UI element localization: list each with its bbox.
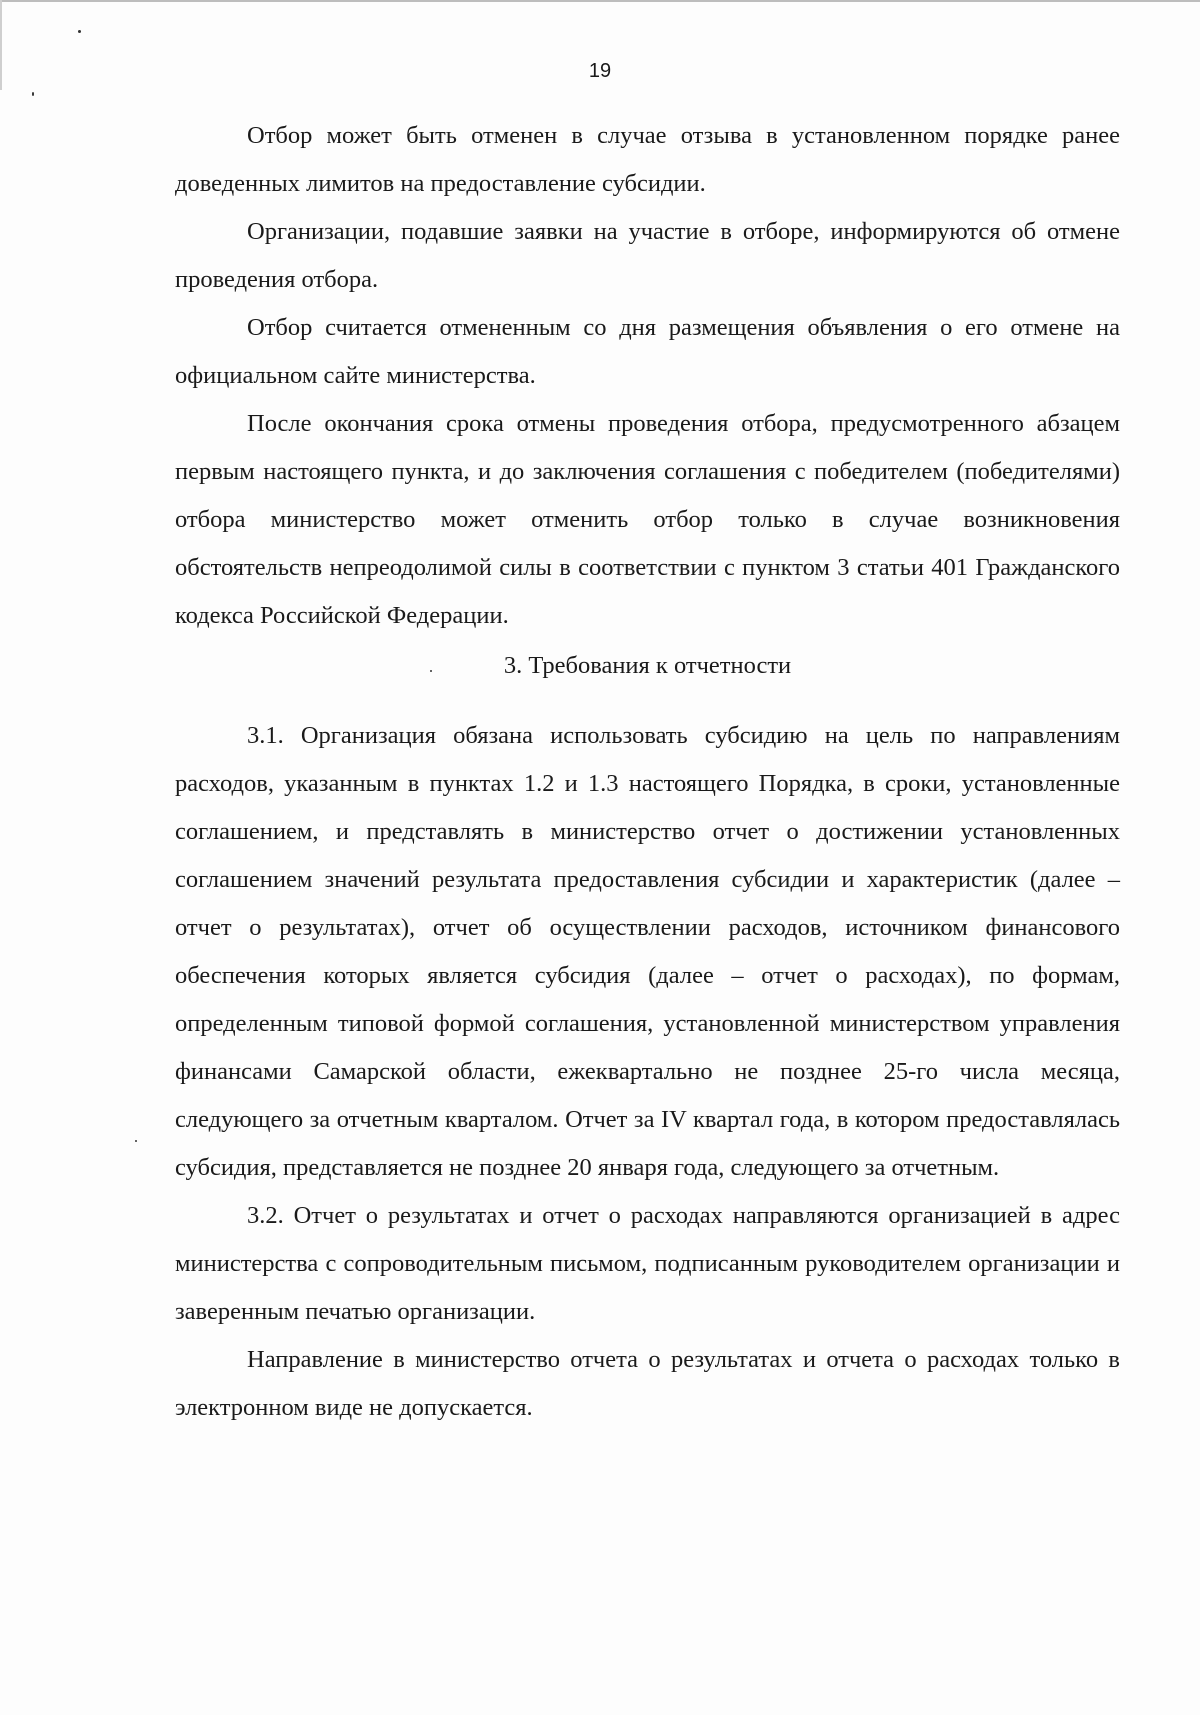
paragraph: Направление в министерство отчета о результатах и отчета о расходах только в электронном виде не допускается.: [175, 1346, 1120, 1421]
section-heading: 3. Требования к отчетности: [503, 652, 792, 679]
paragraph: Организации, подавшие заявки на участие в отборе, информируются об отмене проведения отбора.: [175, 218, 1120, 293]
paragraph: 3.2. Отчет о результатах и отчет о расходах направляются организацией в адрес министерства с сопроводительным письмом, подписанным руководителем организации и заверенным печатью организации.: [175, 1202, 1120, 1325]
paragraph: После окончания срока отмены проведения отбора, предусмотренного абзацем первым настоящего пункта, и до заключения соглашения с победителем (победителями) отбора министерство может отменить отбор только в случае возникновения обстоятельств непреодолимой силы в соответствии с пунктом 3 статьи 401 Гражданского кодекса Российской Федерации.: [175, 410, 1120, 629]
scan-speck: [78, 30, 81, 33]
paragraph: Отбор может быть отменен в случае отзыва в установленном порядке ранее доведенных лимитов на предоставление субсидии.: [175, 122, 1120, 197]
paragraph: 3.1. Организация обязана использовать субсидию на цель по направлениям расходов, указанным в пунктах 1.2 и 1.3 настоящего Порядка, в сроки, установленные соглашением, и представлять в министерство отчет о достижении установленных соглашением значений результата предоставления субсидии и характеристик (далее – отчет о результатах), отчет об осуществлении расходов, источником финансового обеспечения которых является субсидия (далее – отчет о расходах), по формам, определенным типовой формой соглашения, установленной министерством управления финансами Самарской области, ежеквартально не позднее 25-го числа месяца, следующего за отчетным кварталом. Отчет за IV квартал года, в котором предоставлялась субсидия, представляется не позднее 20 января года, следующего за отчетным.: [175, 722, 1120, 1181]
scan-speck: [32, 92, 34, 96]
paragraph: Отбор считается отмененным со дня размещения объявления о его отмене на официальном сайте министерства.: [175, 314, 1120, 389]
document-body: [175, 112, 1120, 1432]
scan-speck: [135, 1140, 137, 1142]
page-number: 19: [588, 60, 612, 82]
scan-top-edge: [0, 0, 1200, 2]
